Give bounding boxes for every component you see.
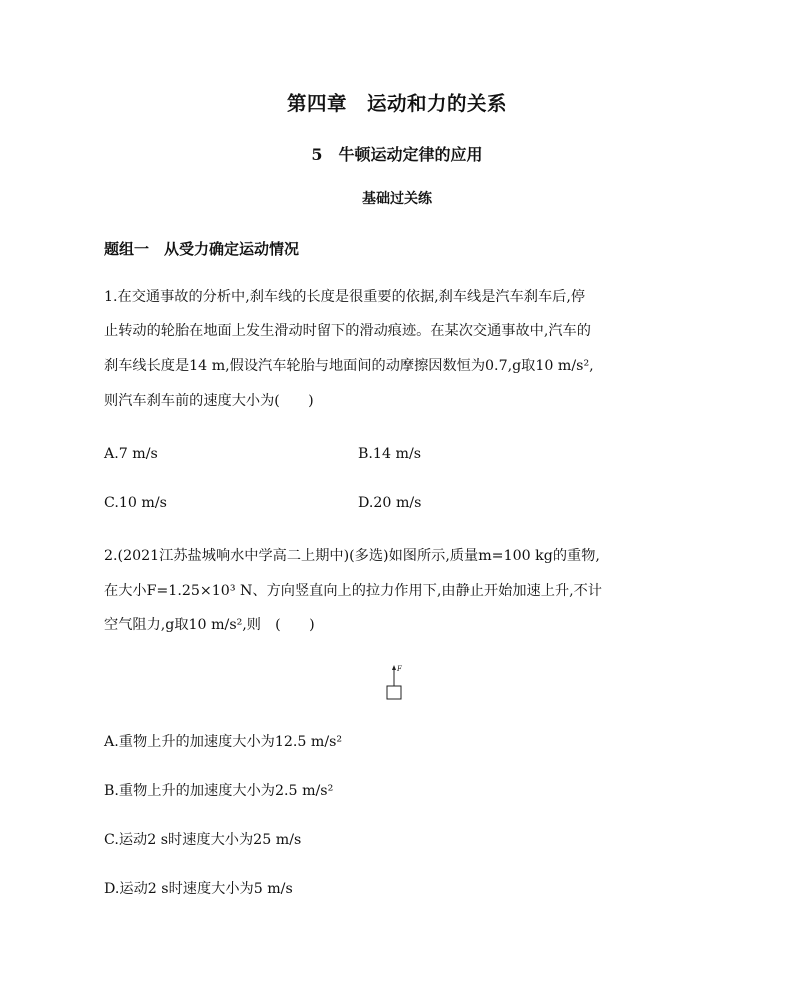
q1-option-a: A.7 m/s [104,446,158,462]
q2-option-c: C.运动2 s时速度大小为25 m/s [104,832,302,848]
group-title: 题组一 从受力确定运动情况 [104,240,300,258]
q2-line-2: 在大小F=1.25×10³ N、方向竖直向上的拉力作用下,由静止开始加速上升,不计 [104,583,602,599]
q1-line-3: 刹车线长度是14 m,假设汽车轮胎与地面间的动摩擦因数恒为0.7,g取10 m/s², [104,358,594,374]
q2-line-1: 2.(2021江苏盐城响水中学高二上期中)(多选)如图所示,质量m=100 kg的重物, [104,548,600,564]
chapter-title: 第四章 运动和力的关系 [286,92,507,115]
q1-line-1: 1.在交通事故的分析中,刹车线的长度是很重要的依据,刹车线是汽车刹车后,停 [104,289,586,305]
q2-line-3: 空气阻力,g取10 m/s²,则 ( ) [104,617,315,633]
q2-option-b: B.重物上升的加速度大小为2.5 m/s² [104,783,334,799]
part-title: 基础过关练 [362,191,432,207]
q1-line-2: 止转动的轮胎在地面上发生滑动时留下的滑动痕迹。在某次交通事故中,汽车的 [104,323,591,339]
q1-option-c: C.10 m/s [104,495,167,511]
q1-option-d: D.20 m/s [358,495,422,511]
force-arrow-head [392,665,396,670]
q1-option-b: B.14 m/s [358,446,422,462]
force-diagram [382,662,412,704]
q1-line-4: 则汽车刹车前的速度大小为( ) [104,393,314,409]
section-title: 5 牛顿运动定律的应用 [311,145,483,164]
q2-option-d: D.运动2 s时速度大小为5 m/s [104,881,293,897]
force-label: F [397,665,402,673]
q2-option-a: A.重物上升的加速度大小为12.5 m/s² [104,734,343,750]
weight-block [387,686,401,699]
